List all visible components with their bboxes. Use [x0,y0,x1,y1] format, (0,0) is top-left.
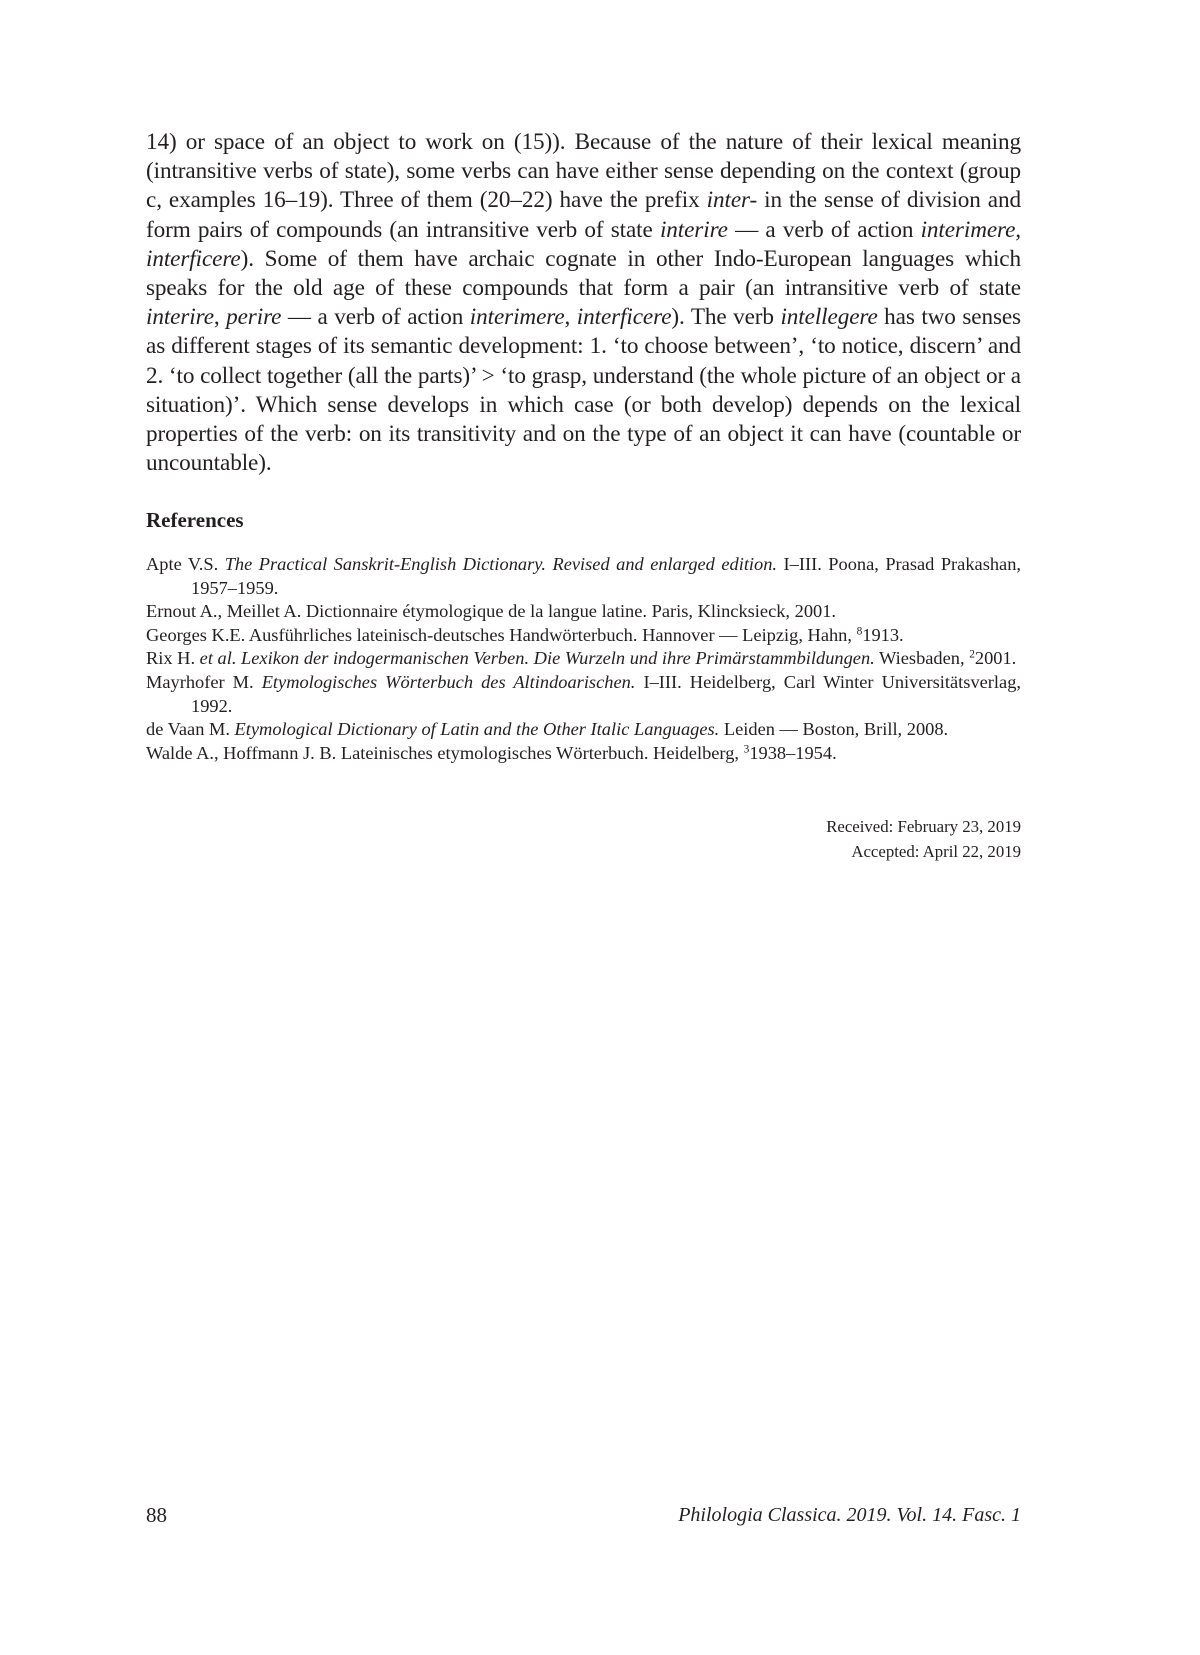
received-date: Received: February 23, 2019 [826,817,1021,836]
text-run: has two senses as different stages of its semantic development: 1. ‘to choose between’, ‘to notice, discern’ and 2. ‘to collect together (all the parts)’ > ‘to grasp, understand (the whole picture of an object or a situation)’. Which sense develops in which case (or both develop) depends on the lexical properties of the verb: on its transitivity and on the type of an object it can have (countable or uncountable). [146,304,1021,477]
text-run: I–III. Poona, Prasad Prakashan, 1957–1959. [191,554,1021,598]
italic-text: interire [659,216,728,243]
text-run: Leiden — Boston, Brill, 2008. [719,719,949,740]
superscript-edition: 2 [969,649,975,662]
italic-text: intellegere [780,304,878,331]
reference-item [146,553,1021,600]
text-run: Georges K.E. Ausführliches lateinisch-deutsches Handwörterbuch. Hannover — Leipzig, Hahn, [146,624,857,645]
text-run: 2001. [974,648,1017,669]
accepted-date: Accepted: April 22, 2019 [851,842,1021,861]
text-run: in the sense of division and form pairs of compounds (an intransitive verb of state [146,187,1021,243]
text-run: — a verb of action [281,304,470,331]
references-heading: References [146,508,244,532]
text-run: Apte V.S. [146,554,225,574]
text-run: — a verb of action [727,216,921,243]
page-number: 88 [146,1503,167,1527]
italic-text: et al. Lexikon der indogermanischen Verben. Die Wurzeln und ihre Primärstammbildungen. [199,648,875,669]
reference-item [146,624,1021,648]
italic-text: The Practical Sanskrit-English Dictionary. Revised and enlarged edition. [224,554,778,574]
superscript-edition: 8 [856,625,863,638]
italic-text: interficere [576,304,672,331]
italic-text: interimere, interficere [146,216,1021,272]
references-list [146,553,1021,765]
text-run: Ernout A., Meillet A. Dictionnaire étymologique de la langue latine. Paris, Klincksieck, 2001. [146,601,837,622]
superscript-edition: 3 [743,743,750,756]
reference-item [146,671,1021,718]
text-run: I–III. Heidelberg, Carl Winter Universitätsverlag, 1992. [191,671,1021,716]
italic-text: Etymological Dictionary of Latin and the Other Italic Languages. [234,719,720,740]
text-run: 1938–1954. [749,742,837,763]
italic-text: inter- [706,187,758,214]
article-dates [826,814,1021,864]
reference-item [146,600,1021,624]
body-paragraph [146,128,1021,478]
text-run: 1913. [862,624,904,645]
italic-text: interimere [469,304,565,331]
italic-text: perire [226,304,282,331]
text-run: Rix H. [146,648,200,669]
text-run: , [564,304,577,331]
text-run: Walde A., Hoffmann J. B. Lateinisches etymologisches Wörterbuch. Heidelberg, [146,742,744,763]
italic-text: interire [146,304,214,331]
text-run: de Vaan M. [146,719,235,740]
italic-text: Etymologisches Wörterbuch des Altindoarischen. [261,671,636,692]
reference-item [146,718,1021,742]
text-run: 14) or space of an object to work on (15)). Because of the nature of their lexical meaning (intransitive verbs of state), some verbs can have either sense depending on the context (group c, examples 16–19). Three of them (20–22) have the prefix [146,129,1021,214]
text-run: Wiesbaden, [874,648,970,669]
text-run: , [213,304,227,331]
reference-item [146,742,1021,766]
reference-item [146,647,1021,671]
text-run: Mayrhofer M. [146,671,262,692]
text-run: ). Some of them have archaic cognate in other Indo-European languages which speaks for the old age of these compounds that form a pair (an intransitive verb of state [146,245,1021,302]
running-footer: Philologia Classica. 2019. Vol. 14. Fasc. 1 [678,1504,1021,1526]
text-run: ). The verb [671,304,781,331]
